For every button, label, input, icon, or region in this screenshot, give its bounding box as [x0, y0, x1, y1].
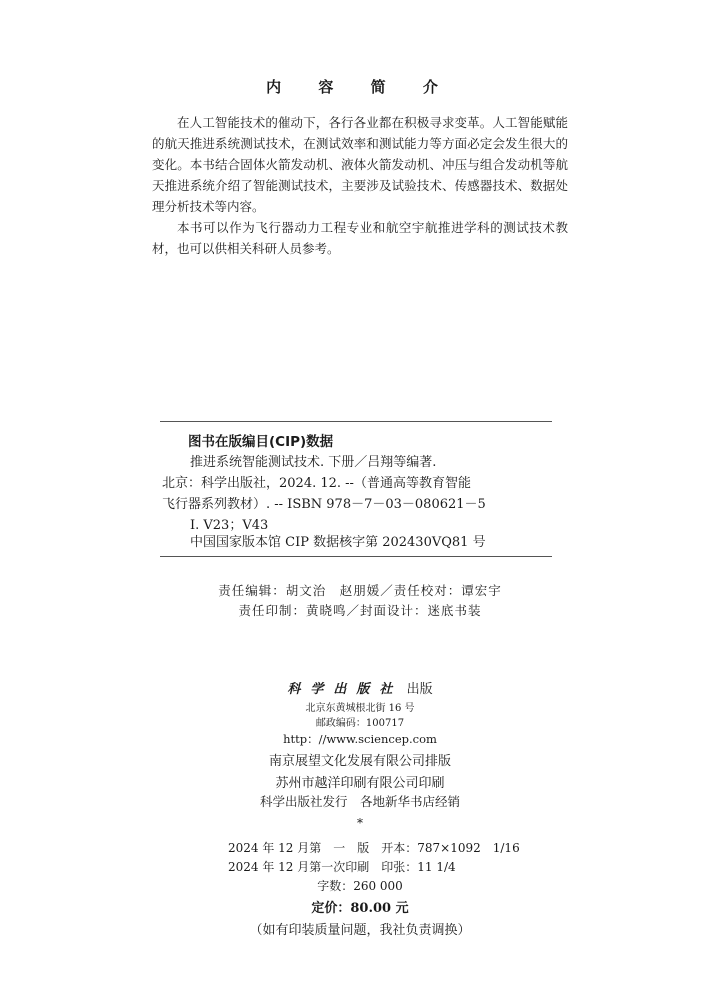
cip-top-rule: [160, 421, 552, 422]
cip-line-5: 中国国家版本馆 CIP 数据核字第 202430VQ81 号: [190, 535, 486, 550]
cip-line-2: 北京：科学出版社，2024. 12. --（普通高等教育智能: [162, 476, 471, 491]
cip-line-1: 推进系统智能测试技术. 下册／吕翔等编著.: [190, 455, 437, 470]
price: 定价：80.00 元: [311, 901, 409, 916]
quality-note: （如有印装质量问题，我社负责调换）: [249, 923, 471, 938]
editor-credits: 责任编辑：胡文治 赵朋媛／责任校对：谭宏宇: [218, 583, 502, 598]
publisher-suffix: 出版: [406, 682, 433, 697]
cip-line-4: Ⅰ. V23；V43: [190, 518, 269, 533]
printing-line: 2024 年 12 月第一次印刷 印张：11 1/4: [228, 860, 456, 874]
edition-line: 2024 年 12 月第 一 版 开本：787×1092 1/16: [228, 841, 520, 855]
distribution-line: 科学出版社发行 各地新华书店经销: [259, 794, 460, 809]
word-count: 字数：260 000: [317, 879, 403, 893]
summary-paragraph-2: 本书可以作为飞行器动力工程专业和航空宇航推进学科的测试技术教材，也可以供相关科研人员参考。: [152, 220, 568, 256]
cip-title: 图书在版编目(CIP)数据: [188, 434, 334, 450]
publisher-postcode: 邮政编码：100717: [315, 718, 405, 729]
production-credits: 责任印制：黄晓鸣／封面设计：迷底书装: [238, 603, 482, 618]
publisher-url: http：//www.sciencep.com: [283, 732, 437, 746]
content-summary: [152, 112, 568, 259]
publisher-logo: 科学出版社: [287, 682, 403, 697]
cip-line-3: 飞行器系列教材）. -- ISBN 978－7－03－080621－5: [162, 497, 486, 512]
summary-paragraph-1: 在人工智能技术的催动下，各行各业都在积极寻求变革。人工智能赋能的航天推进系统测试技术，在测试效率和测试能力等方面必定会发生很大的变化。本书结合固体火箭发动机、液体火箭发动机、冲压与组合发动机等航天推进系统介绍了智能测试技术，主要涉及试验技术、传感器技术、数据处理分析技术等内容。: [152, 115, 568, 214]
typesetter-line: 南京展望文化发展有限公司排版: [268, 754, 451, 769]
publisher-line: [0, 678, 720, 697]
cip-bottom-rule: [160, 556, 552, 557]
publisher-address: 北京东黄城根北街 16 号: [305, 703, 415, 714]
printer-line: 苏州市越洋印刷有限公司印刷: [275, 776, 445, 791]
page-title: 内 容 简 介: [266, 78, 454, 96]
separator-star: *: [357, 816, 363, 830]
